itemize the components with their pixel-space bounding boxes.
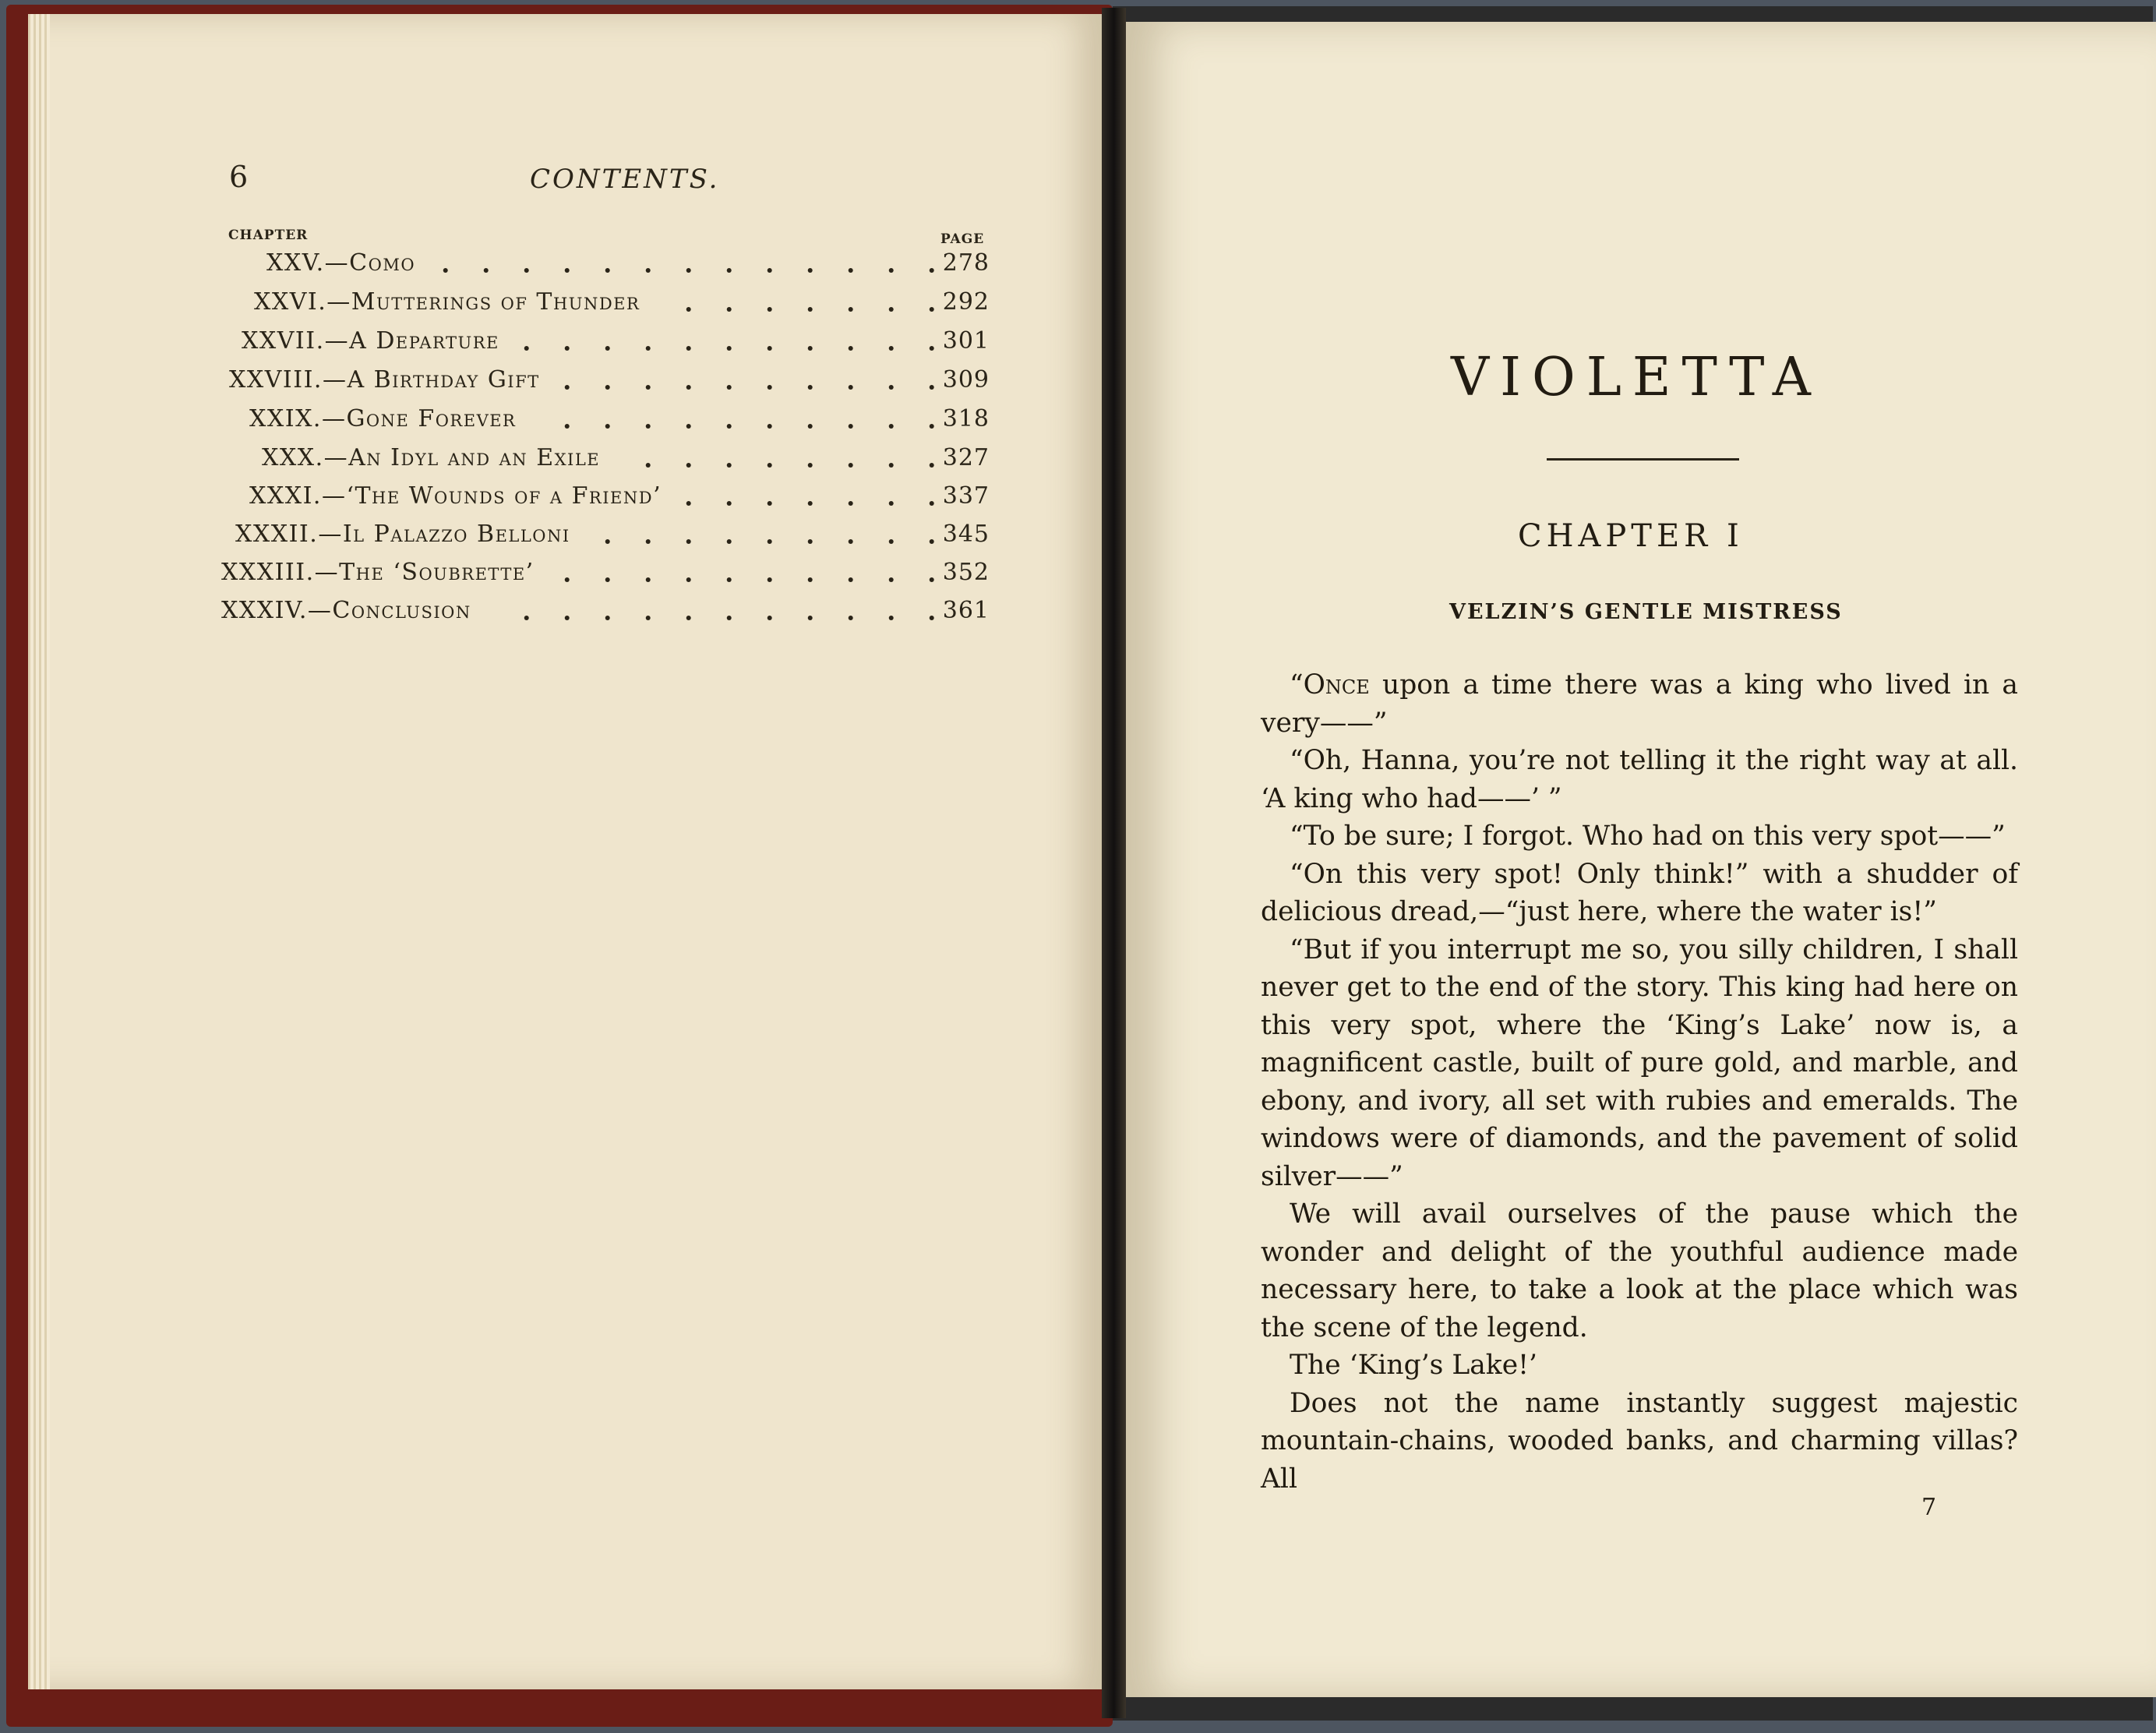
leader-dot (889, 346, 894, 351)
leader-dot (646, 616, 651, 620)
running-head: CONTENTS. (530, 164, 720, 195)
toc-numeral: XXX. (262, 444, 324, 471)
toc-entry (218, 327, 990, 363)
left-page-number: 6 (229, 160, 249, 194)
leader-dot (524, 616, 529, 620)
leader-dot (565, 424, 570, 429)
leader-dot (889, 424, 894, 429)
paragraph: Does not the name instantly suggest majestic mountain-chains, wooded banks, and charming villas? All (1261, 1387, 2018, 1495)
leader-dot (727, 539, 732, 544)
leader-dot (808, 385, 813, 390)
leader-dot (727, 385, 732, 390)
leader-dot (646, 539, 651, 544)
toc-title: A Departure (349, 327, 499, 355)
paragraph: “But if you interrupt me so, you silly children, I shall never get to the end of the story. This king had here on this very spot, where the ‘King’s Lake’ now is, a magnificent castle, built of pure gold, and marble, and ebony, and ivory, all set with rubies and emeralds. The windows were of diamonds, and the pavement of solid silver——” (1261, 934, 2018, 1192)
chapter-body (1261, 666, 2018, 1498)
toc-entry (218, 288, 990, 324)
leader-dot (484, 268, 489, 273)
leader-dot (524, 268, 529, 273)
leader-dot (889, 268, 894, 273)
toc-page-number: 361 (942, 597, 990, 624)
leader-dot (686, 385, 691, 390)
toc-entry (218, 405, 990, 441)
toc-entry (218, 482, 990, 518)
toc-page-number: 352 (942, 559, 990, 586)
leader-dot (727, 268, 732, 273)
paragraph: The ‘King’s Lake!’ (1290, 1350, 1537, 1381)
toc-page-number: 345 (942, 521, 990, 548)
toc-label: XXIX.—Gone Forever (249, 405, 517, 432)
toc-label: XXVIII.—A Birthday Gift (229, 366, 540, 394)
opening-word: Once (1303, 669, 1370, 701)
toc-page-number: 327 (942, 444, 990, 471)
leader-dot (930, 268, 934, 273)
toc-page-number: 318 (942, 405, 990, 432)
toc-numeral: XXXIV. (221, 597, 308, 624)
toc-page-number: 278 (942, 249, 990, 277)
leader-dot (686, 346, 691, 351)
leader-dot (727, 424, 732, 429)
dot-leader (218, 597, 990, 633)
leader-dot (767, 501, 772, 506)
leader-dot (889, 539, 894, 544)
toc-label: XXXIII.—The ‘Soubrette’ (221, 559, 535, 586)
leader-dot (646, 463, 651, 468)
leader-dot (686, 463, 691, 468)
leader-dot (767, 385, 772, 390)
leader-dot (646, 385, 651, 390)
column-header-page: PAGE (940, 231, 985, 247)
toc-title: The ‘Soubrette’ (339, 559, 535, 586)
dot-leader (218, 521, 990, 556)
leader-dot (849, 385, 853, 390)
leader-dot (930, 346, 934, 351)
leader-dot (889, 463, 894, 468)
leader-dot (808, 268, 813, 273)
leader-dot (808, 346, 813, 351)
leader-dot (686, 616, 691, 620)
leader-dot (849, 346, 853, 351)
leader-dot (605, 616, 610, 620)
leader-dot (605, 268, 610, 273)
title-rule (1547, 458, 1739, 461)
leader-dot (646, 424, 651, 429)
toc-title: Gone Forever (346, 405, 517, 432)
leader-dot (565, 268, 570, 273)
leader-dot (930, 385, 934, 390)
toc-numeral: XXXII. (235, 521, 319, 548)
leader-dot (930, 463, 934, 468)
leader-dot (565, 346, 570, 351)
dot-leader (218, 482, 990, 518)
toc-numeral: XXVIII. (229, 366, 323, 394)
leader-dot (767, 463, 772, 468)
dot-leader (218, 327, 990, 363)
leader-dot (727, 346, 732, 351)
dot-leader (218, 405, 990, 441)
toc-title: Conclusion (332, 597, 471, 624)
leader-dot (646, 346, 651, 351)
toc-page-number: 337 (942, 482, 990, 510)
dot-leader (218, 288, 990, 324)
toc-title: Mutterings of Thunder (351, 288, 640, 316)
toc-label: XXXI.—‘The Wounds of a Friend’ (249, 482, 662, 510)
toc-label: XXXIV.—Conclusion (221, 597, 471, 624)
toc-numeral: XXIX. (249, 405, 322, 432)
leader-dot (930, 501, 934, 506)
leader-dot (605, 424, 610, 429)
toc-page-number: 292 (942, 288, 990, 316)
toc-title: Como (349, 249, 416, 277)
leader-dot (686, 307, 691, 312)
leader-dot (849, 268, 853, 273)
toc-title: ‘The Wounds of a Friend’ (346, 482, 662, 510)
chapter-title: VELZIN’S GENTLE MISTRESS (1449, 600, 1843, 624)
leader-dot (686, 424, 691, 429)
paragraph-text: upon a time there was a king who lived in a very——” (1261, 669, 2018, 739)
leader-dot (524, 346, 529, 351)
paragraph: “On this very spot! Only think!” with a shudder of delicious dread,—“just here, where the water is!” (1261, 858, 2018, 927)
leader-dot (889, 616, 894, 620)
leader-dot (605, 385, 610, 390)
book-gutter (1102, 8, 1126, 1718)
leader-dot (930, 424, 934, 429)
toc-label: XXVII.—A Departure (242, 327, 499, 355)
leader-dot (808, 577, 813, 582)
leader-dot (930, 616, 934, 620)
leader-dot (565, 577, 570, 582)
leader-dot (767, 307, 772, 312)
leader-dot (727, 307, 732, 312)
leader-dot (808, 616, 813, 620)
leader-dot (849, 463, 853, 468)
leader-dot (849, 424, 853, 429)
leader-dot (808, 539, 813, 544)
paragraph: “To be sure; I forgot. Who had on this very spot——” (1290, 821, 2006, 852)
leader-dot (849, 539, 853, 544)
leader-dot (646, 268, 651, 273)
paragraph: “Oh, Hanna, you’re not telling it the right way at all. ‘A king who had——’ ” (1261, 745, 2018, 814)
toc-page-number: 309 (942, 366, 990, 394)
leader-dot (686, 539, 691, 544)
dot-leader (218, 366, 990, 402)
leader-dot (930, 307, 934, 312)
toc-title: Il Palazzo Belloni (342, 521, 570, 548)
dot-leader (218, 559, 990, 595)
toc-numeral: XXXI. (249, 482, 322, 510)
leader-dot (686, 501, 691, 506)
column-header-chapter: CHAPTER (228, 228, 309, 243)
leader-dot (808, 501, 813, 506)
toc-numeral: XXXIII. (221, 559, 315, 586)
toc-page-number: 301 (942, 327, 990, 355)
leader-dot (849, 616, 853, 620)
leader-dot (808, 424, 813, 429)
leader-dot (889, 577, 894, 582)
paragraph: We will avail ourselves of the pause which the wonder and delight of the youthful audience made necessary here, to take a look at the place which was the scene of the legend. (1261, 1198, 2018, 1343)
leader-dot (808, 307, 813, 312)
dot-leader (218, 249, 990, 285)
toc-entry (218, 597, 990, 633)
toc-title: A Birthday Gift (347, 366, 540, 394)
leader-dot (443, 268, 448, 273)
leader-dot (767, 268, 772, 273)
chapter-heading: CHAPTER I (1518, 518, 1744, 554)
toc-numeral: XXVII. (242, 327, 325, 355)
leader-dot (767, 424, 772, 429)
toc-numeral: XXV. (266, 249, 325, 277)
leader-dot (727, 577, 732, 582)
leader-dot (727, 501, 732, 506)
paragraph: “Once upon a time there was a king who lived in a very——” (1261, 669, 2018, 739)
leader-dot (686, 577, 691, 582)
toc-title: An Idyl and an Exile (348, 444, 601, 471)
leader-dot (605, 577, 610, 582)
leader-dot (889, 385, 894, 390)
leader-dot (565, 385, 570, 390)
toc-entry (218, 444, 990, 480)
leader-dot (767, 539, 772, 544)
toc-label: XXV.—Como (266, 249, 416, 277)
leader-dot (808, 463, 813, 468)
leader-dot (767, 616, 772, 620)
leader-dot (889, 307, 894, 312)
leader-dot (605, 539, 610, 544)
toc-label: XXXII.—Il Palazzo Belloni (235, 521, 570, 548)
dot-leader (218, 444, 990, 480)
leader-dot (646, 577, 651, 582)
leader-dot (930, 577, 934, 582)
leader-dot (930, 539, 934, 544)
leader-dot (889, 501, 894, 506)
leader-dot (605, 346, 610, 351)
leader-dot (767, 577, 772, 582)
leader-dot (686, 268, 691, 273)
leader-dot (727, 463, 732, 468)
toc-entry (218, 559, 990, 595)
toc-entry (218, 521, 990, 556)
toc-label: XXVI.—Mutterings of Thunder (254, 288, 640, 316)
toc-entry (218, 249, 990, 285)
book-title: VIOLETTA (1451, 347, 1822, 408)
leader-dot (849, 307, 853, 312)
right-page-number: 7 (1921, 1494, 1937, 1521)
leader-dot (849, 577, 853, 582)
leader-dot (727, 616, 732, 620)
toc-numeral: XXVI. (254, 288, 327, 316)
toc-label: XXX.—An Idyl and an Exile (262, 444, 601, 471)
leader-dot (565, 616, 570, 620)
leader-dot (767, 346, 772, 351)
leader-dot (849, 501, 853, 506)
toc-entry (218, 366, 990, 402)
